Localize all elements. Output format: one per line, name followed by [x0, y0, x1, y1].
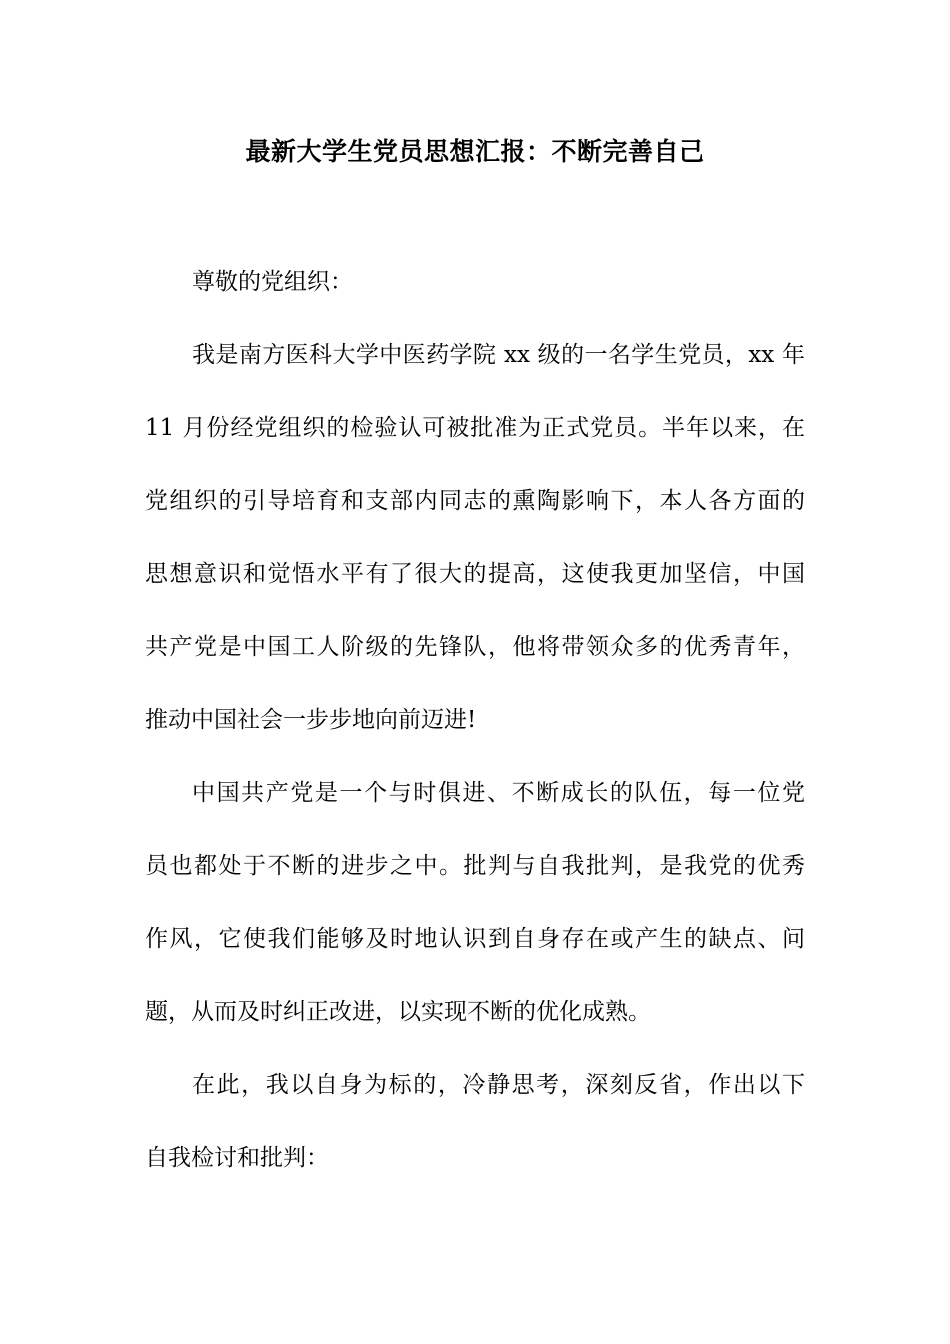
paragraph-line: 题，从而及时纠正改进，以实现不断的优化成熟。 — [145, 999, 651, 1025]
paragraph-line: 党组织的引导培育和支部内同志的熏陶影响下，本人各方面的 — [145, 488, 805, 514]
paragraph-line: 中国共产党是一个与时俱进、不断成长的队伍，每一位党 — [192, 780, 805, 806]
paragraph-2 — [145, 757, 805, 1049]
paragraph-line: 自我检讨和批判： — [145, 1145, 329, 1171]
paragraph-line: 作风，它使我们能够及时地认识到自身存在或产生的缺点、问 — [145, 926, 805, 952]
paragraph-line: 员也都处于不断的进步之中。批判与自我批判，是我党的优秀 — [145, 853, 805, 879]
paragraph-line: 11 月份经党组织的检验认可被批准为正式党员。半年以来，在 — [145, 415, 805, 441]
paragraph-line: 我是南方医科大学中医药学院 xx 级的一名学生党员，xx 年 — [192, 342, 805, 368]
paragraph-line: 思想意识和觉悟水平有了很大的提高，这使我更加坚信，中国 — [145, 561, 805, 587]
paragraph-line: 推动中国社会一步步地向前迈进! — [145, 707, 477, 733]
salutation: 尊敬的党组织： — [192, 269, 353, 295]
document-title: 最新大学生党员思想汇报：不断完善自己 — [245, 137, 705, 166]
paragraph-3 — [145, 1049, 805, 1195]
paragraph-1 — [145, 319, 805, 757]
paragraph-line: 共产党是中国工人阶级的先锋队，他将带领众多的优秀青年， — [145, 634, 805, 660]
paragraph-line: 在此，我以自身为标的，冷静思考，深刻反省，作出以下 — [192, 1072, 805, 1098]
document-body — [145, 246, 805, 1195]
